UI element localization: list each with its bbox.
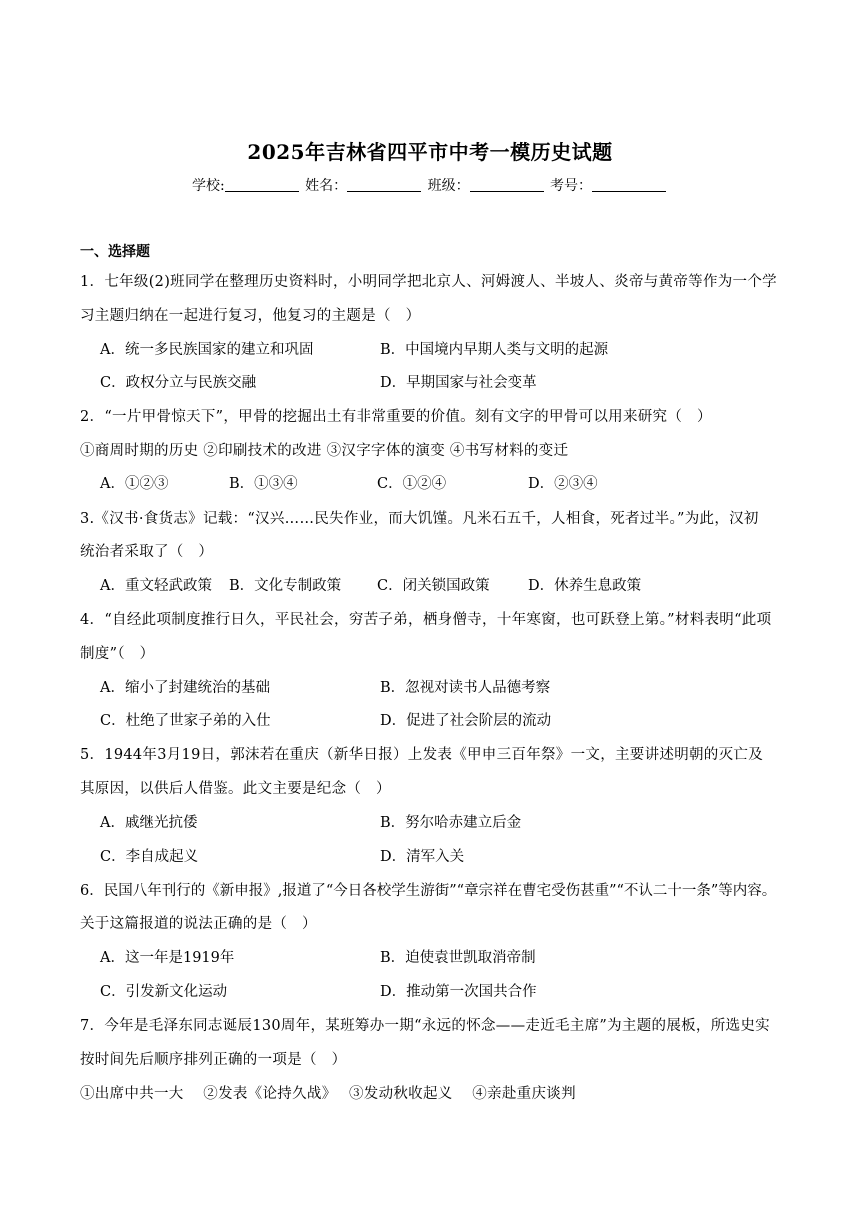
section-heading: 一、选择题: [80, 244, 150, 260]
question-5-option-c[interactable]: C．李自成起义: [100, 849, 199, 865]
question-6-line-1: 6．民国八年刊行的《新申报》,报道了“今日各校学生游街”“章宗祥在曹宅受伤甚重”“不认二十一条”等内容。: [80, 883, 777, 899]
question-7-line-2: 按时间先后顺序排列正确的一项是（ ）: [80, 1052, 347, 1068]
exam-no-label: 考号：: [550, 178, 593, 194]
question-4-option-a[interactable]: A．缩小了封建统治的基础: [100, 680, 270, 696]
question-3-option-d[interactable]: D．休养生息政策: [528, 578, 642, 594]
question-2-line-1: 2．“一片甲骨惊天下”，甲骨的挖掘出土有非常重要的价值。刻有文字的甲骨可以用来研究（ ）: [80, 409, 712, 425]
page-title: 2025年吉林省四平市中考一模历史试题: [247, 140, 613, 164]
question-2-option-a[interactable]: A．①②③: [100, 476, 169, 492]
question-3-option-a[interactable]: A．重文轻武政策: [100, 578, 212, 594]
question-5-line-1: 5．1944年3月19日，郭沫若在重庆（新华日报）上发表《甲申三百年祭》一文，主要讲述明朝的灭亡及: [80, 747, 763, 763]
question-1-option-b[interactable]: B．中国境内早期人类与文明的起源: [380, 342, 609, 358]
question-4-option-c[interactable]: C．杜绝了世家子弟的入仕: [100, 713, 271, 729]
question-6-line-2: 关于这篇报道的说法正确的是（ ）: [80, 916, 317, 932]
class-blank[interactable]: [470, 177, 544, 192]
question-3-option-b[interactable]: B．文化专制政策: [229, 578, 342, 594]
question-2-option-b[interactable]: B．①③④: [229, 476, 298, 492]
question-3-option-c[interactable]: C．闭关锁国政策: [377, 578, 490, 594]
class-label: 班级：: [427, 178, 470, 194]
question-6-option-b[interactable]: B．迫使袁世凯取消帝制: [380, 950, 536, 966]
question-6-option-c[interactable]: C．引发新文化运动: [100, 984, 228, 1000]
question-4-option-b[interactable]: B．忽视对读书人品德考察: [380, 680, 551, 696]
question-7-line-1: 7．今年是毛泽东同志诞辰130周年，某班筹办一期“永远的怀念——走近毛主席”为主题的展板，所选史实: [80, 1018, 770, 1034]
question-6-option-a[interactable]: A．这一年是1919年: [100, 950, 235, 966]
question-2-option-c[interactable]: C．①②④: [377, 476, 447, 492]
question-1-option-a[interactable]: A．统一多民族国家的建立和巩固: [100, 342, 314, 358]
question-4-line-2: 制度”（ ）: [80, 646, 155, 662]
name-label: 姓名：: [305, 178, 348, 194]
question-4-line-1: 4．“自经此项制度推行日久，平民社会，穷苦子弟，栖身僧寺，十年寒窗，也可跃登上第。”材料表明“此项: [80, 612, 772, 628]
question-5-line-2: 其原因，以供后人借鉴。此文主要是纪念（ ）: [80, 781, 391, 797]
question-4-option-d[interactable]: D．促进了社会阶层的流动: [380, 713, 552, 729]
question-2-option-d[interactable]: D．②③④: [528, 476, 598, 492]
name-blank[interactable]: [347, 177, 421, 192]
question-7-line-3: ①出席中共一大 ②发表《论持久战》 ③发动秋收起义 ④亲赴重庆谈判: [80, 1086, 576, 1102]
question-2-line-2: ①商周时期的历史 ②印刷技术的改进 ③汉字字体的演变 ④书写材料的变迁: [80, 443, 569, 459]
question-3-line-2: 统治者采取了（ ）: [80, 544, 214, 560]
question-5-option-a[interactable]: A．戚继光抗倭: [100, 815, 198, 831]
question-3-line-1: 3.《汉书·食货志》记载：“汉兴……民失作业，而大饥馑。凡米石五千，人相食，死者过半。”为此，汉初: [80, 511, 759, 527]
question-1-option-c[interactable]: C．政权分立与民族交融: [100, 375, 257, 391]
question-5-option-d[interactable]: D．清军入关: [380, 849, 465, 865]
school-label: 学校:: [191, 178, 225, 194]
question-5-option-b[interactable]: B．努尔哈赤建立后金: [380, 815, 522, 831]
school-blank[interactable]: [225, 177, 299, 192]
question-1-line-1: 1．七年级(2)班同学在整理历史资料时，小明同学把北京人、河姆渡人、半坡人、炎帝与黄帝等作为一个学: [80, 274, 777, 290]
exam-no-blank[interactable]: [592, 177, 666, 192]
question-1-option-d[interactable]: D．早期国家与社会变革: [380, 375, 537, 391]
question-1-line-2: 习主题归纳在一起进行复习，他复习的主题是（ ）: [80, 308, 421, 324]
student-info-row: [0, 175, 860, 195]
question-6-option-d[interactable]: D．推动第一次国共合作: [380, 984, 537, 1000]
